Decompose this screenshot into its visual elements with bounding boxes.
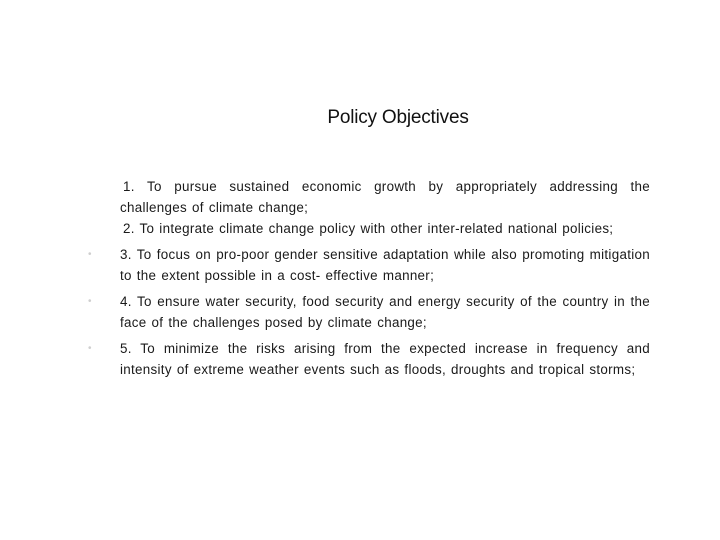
objective-item-1 [120,176,650,218]
objective-text-1: 1. To pursue sustained economic growth by appropriately addressing the challenges of climate change; [120,179,650,215]
bullet-icon: • [88,343,92,354]
objective-item-4 [88,291,650,333]
objectives-list [88,176,650,380]
bullet-icon: • [88,249,92,260]
slide-title: Policy Objectives [327,107,469,128]
objective-item-3 [88,244,650,286]
bullet-icon: • [88,296,92,307]
objective-text-5: 5. To minimize the risks arising from the expected increase in frequency and intensity of extreme weather events such as floods, droughts and tropical storms; [120,341,650,377]
objective-text-3: 3. To focus on pro-poor gender sensitive adaptation while also promoting mitigation to the extent possible in a cost- effective manner; [120,247,650,283]
objective-item-5 [88,338,650,380]
objective-text-4: 4. To ensure water security, food security and energy security of the country in the face of the challenges posed by climate change; [120,294,650,330]
objective-item-2 [120,218,650,239]
objective-text-2: 2. To integrate climate change policy with other inter-related national policies; [123,221,614,236]
